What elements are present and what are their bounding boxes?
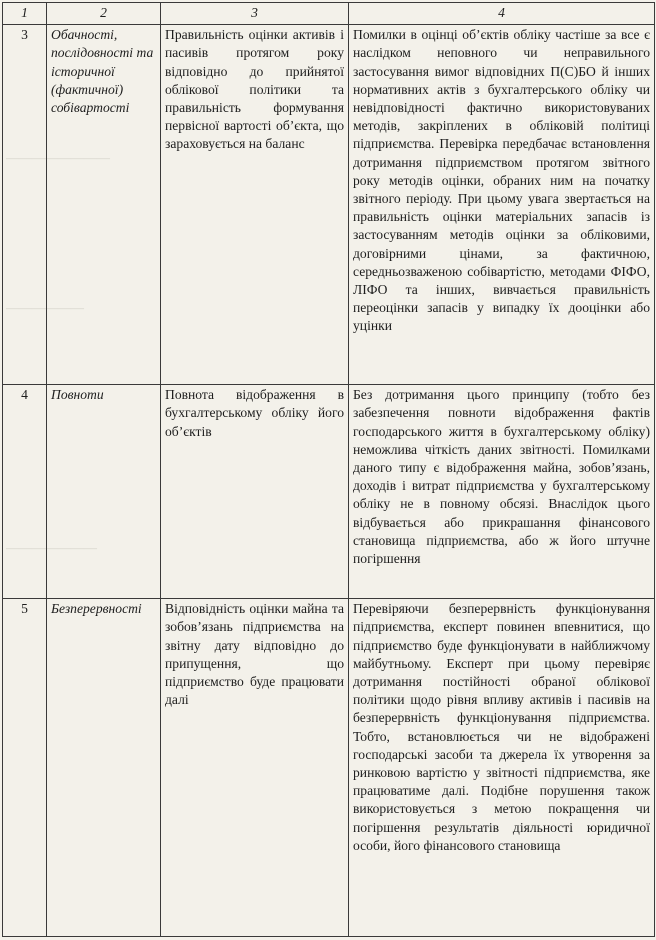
bleed-through-texture: ――――――― [6,540,97,555]
audit-object: Повнота відображення в бухгалтерському обліку його об’єктів [161,385,349,599]
audit-description: Перевіряючи безперервність функціонування підприємства, експерт повинен впевнитися, що підприємство буде функціонувати в найближчому майбутньому. Експерт при цьому перевіряє дотримання постійності обраної облікової політики щодо рівня впливу активів і пасивів на безперервність функціонування підприємства. Тобто, встановлюється чи не відображені господарські засоби та джерела їх утворення за ринковою вартістю у звітності підприємства, яке працюватиме далі. Подібне порушення також використовується з метою покращення чи погіршення результатів діяльності юридичної особи, його фінансового становища [349,599,655,937]
principle-name: Обачності, послідовності та історичної (фактичної) собівартості [47,25,161,385]
column-number: 3 [161,3,349,25]
table-row [3,385,655,599]
audit-object: Правильність оцінки активів і пасивів протягом року відповідно до прийнятої облікової політики та правильність формування первісної вартості об’єкта, що зараховується на баланс [161,25,349,385]
principle-name: Повноти [47,385,161,599]
bleed-through-texture: ―――――― [6,300,84,315]
table-row [3,25,655,385]
row-number: 5 [3,599,47,937]
column-number: 2 [47,3,161,25]
audit-object: Відповідність оцінки майна та зобов’язань підприємства на звітну дату відповідно до припущення, що підприємство буде працювати далі [161,599,349,937]
column-number: 4 [349,3,655,25]
bleed-through-texture: ―――――――― [6,150,110,165]
audit-description: Без дотримання цього принципу (тобто без забезпечення повноти відображення фактів господарського життя в бухгалтерському обліку) неможлива чіткість даних звітності. Помилками даного типу є відображення майна, зобов’язань, доходів і витрат підприємства у бухгалтерському обліку не в повному обсязі. Внаслідок цього відбувається або прикрашання фінансового становища підприємства, або ж його штучне погіршення [349,385,655,599]
table-row [3,599,655,937]
row-number: 3 [3,25,47,385]
row-number: 4 [3,385,47,599]
principles-table [2,2,655,937]
column-number: 1 [3,3,47,25]
column-number-row [3,3,655,25]
audit-description: Помилки в оцінці об’єктів обліку частіше за все є наслідком неповного чи неправильного застосування вимог відповідних П(С)БО й інших нормативних актів з бухгалтерського обліку чи невідповідності фактично використовуваних методів, закріплених в обліковій політиці підприємства. Перевірка передбачає встановлення дотримання підприємством протягом звітного року методів оцінки, обраних ним на початку звітного періоду. При цьому увага звертається на правильність оцінки матеріальних запасів із застосуванням методів оцінки за обліковими, договірними цінами, за фактичною, середньозваженою собівартістю, методами ФІФО, ЛІФО та інших, вивчається правильність переоцінки запасів у випадку їх дооцінки або уцінки [349,25,655,385]
principle-name: Безперервності [47,599,161,937]
